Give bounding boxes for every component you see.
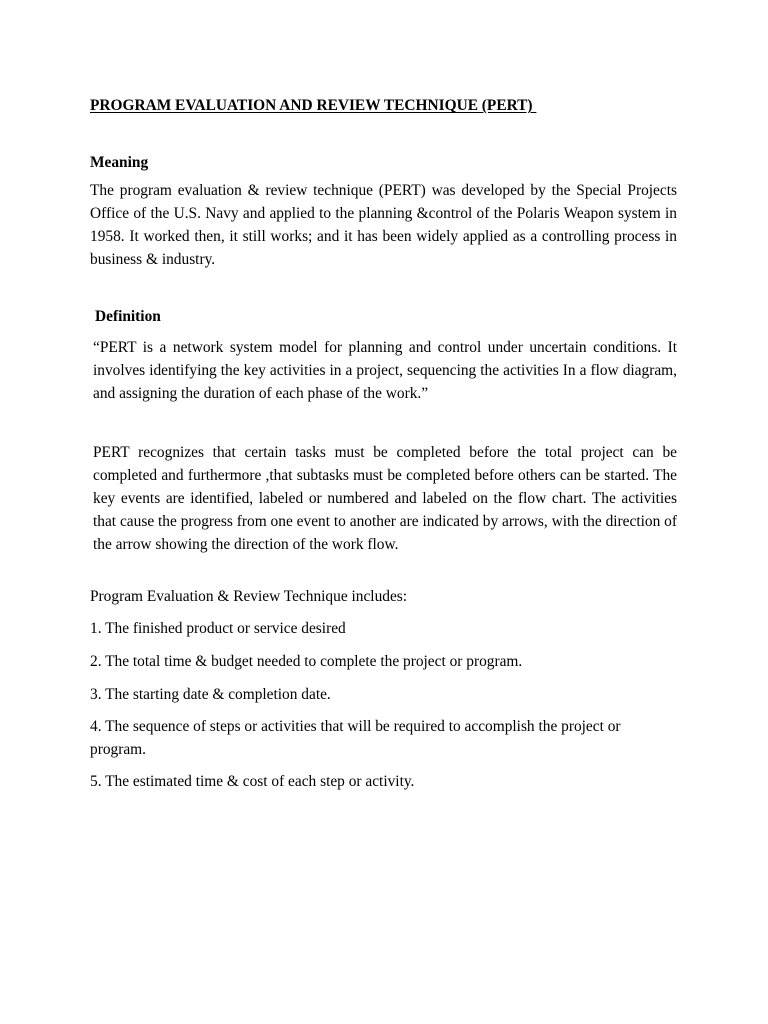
definition-heading: Definition <box>95 308 161 325</box>
list-item: 5. The estimated time & cost of each step or activity. <box>90 773 415 790</box>
meaning-paragraph: The program evaluation & review technique (PERT) was developed by the Special Projects Office of the U.S. Navy and applied to the planning &control of the Polaris Weapon system in 1958. It worked then, it still works; and it has been widely applied as a controlling process in business & industry. <box>90 182 677 268</box>
includes-intro: Program Evaluation & Review Technique includes: <box>90 588 408 605</box>
definition-paragraph: “PERT is a network system model for planning and control under uncertain conditions. It involves identifying the key activities in a project, sequencing the activities In a flow diagram, and assigning the duration of each phase of the work.” <box>93 339 677 402</box>
pert-paragraph: PERT recognizes that certain tasks must be completed before the total project can be completed and furthermore ,that subtasks must be completed before others can be started. The key events are identified, labeled or numbered and labeled on the flow chart. The activities that cause the progress from one event to another are indicated by arrows, with the direction of the arrow showing the direction of the work flow. <box>93 444 677 553</box>
document-body <box>90 94 677 793</box>
document-title: PROGRAM EVALUATION AND REVIEW TECHNIQUE (PERT) <box>90 97 537 114</box>
list-item: 4. The sequence of steps or activities that will be required to accomplish the project or program. <box>90 718 621 758</box>
list-item: 1. The finished product or service desired <box>90 620 346 637</box>
list-item: 3. The starting date & completion date. <box>90 686 331 703</box>
meaning-heading: Meaning <box>90 154 149 171</box>
list-item: 2. The total time & budget needed to complete the project or program. <box>90 653 523 670</box>
